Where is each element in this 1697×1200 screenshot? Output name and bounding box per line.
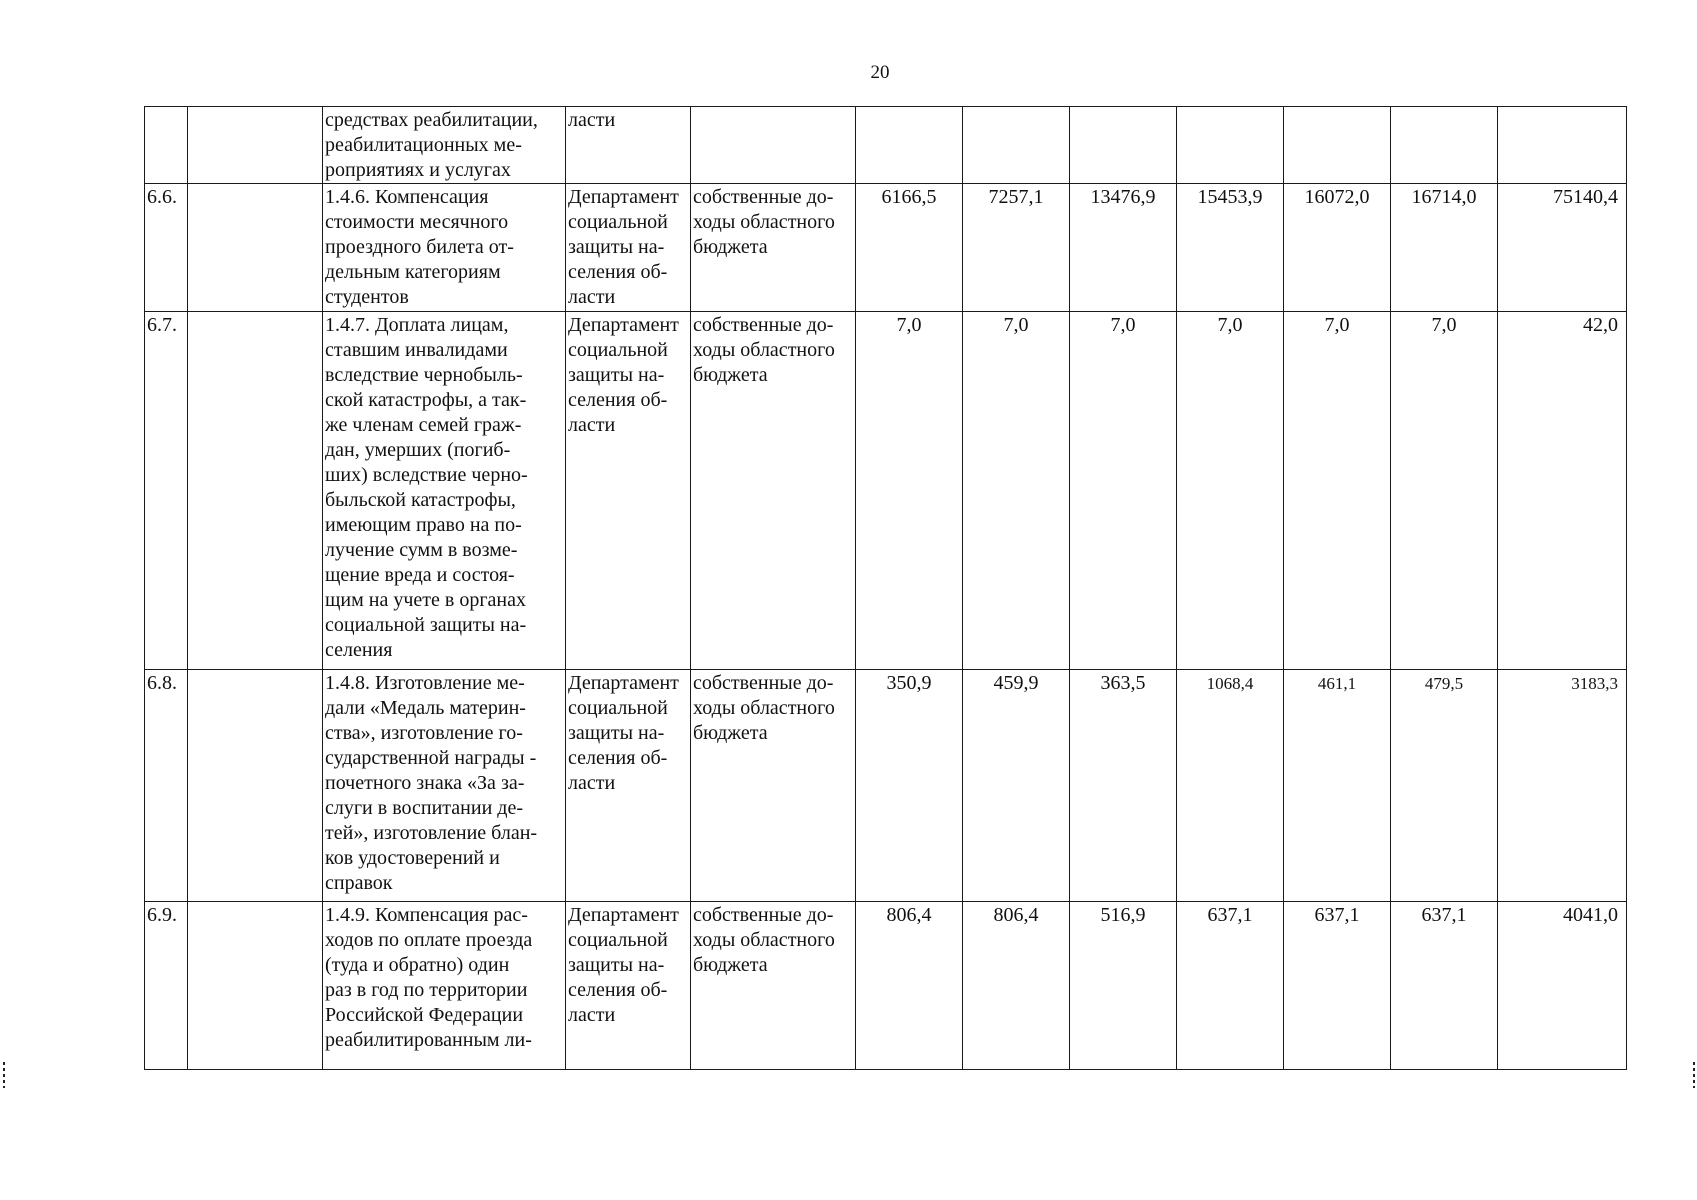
description-cell: 1.4.6. Компенсация стоимости месячного проездного билета от- дельным категориям студентов: [323, 184, 566, 312]
value-cell: 637,1: [1177, 902, 1284, 1070]
empty-cell: [188, 107, 323, 184]
table-row: [145, 312, 1627, 670]
table-row: [145, 670, 1627, 902]
value-cell: 7,0: [1177, 312, 1284, 670]
executor-cell: Департамент социальной защиты на- селения об- ласти: [566, 902, 691, 1070]
executor-cell: ласти: [566, 107, 691, 184]
scan-mark-right: [1693, 1062, 1695, 1088]
value-cell: 7,0: [963, 312, 1070, 670]
description-cell: 1.4.7. Доплата лицам, ставшим инвалидами вследствие чернобыль- ской катастрофы, а так- же членам семей граж- дан, умерших (погиб- ших) вследствие черно- быльской катастрофы, имеющим право на по- лучение сумм в возме- щение вреда и состоя- щим на учете в органах социальной защиты на- селения: [323, 312, 566, 670]
value-cell: [1177, 107, 1284, 184]
empty-cell: [188, 184, 323, 312]
description-cell: средствах реабилитации, реабилитационных ме- роприятиях и услугах: [323, 107, 566, 184]
empty-cell: [188, 670, 323, 902]
description-cell: 1.4.8. Изготовление ме- дали «Медаль материн- ства», изготовление го- сударственной награды - почетного знака «За за- слуги в воспитании де- тей», изготовление блан- ков удостоверений и справок: [323, 670, 566, 902]
executor-cell: Департамент социальной защиты на- селения об- ласти: [566, 184, 691, 312]
value-cell: 4041,0: [1498, 902, 1627, 1070]
value-cell: 363,5: [1070, 670, 1177, 902]
value-cell: [1391, 107, 1498, 184]
value-cell: 16072,0: [1284, 184, 1391, 312]
scan-mark-left: [3, 1062, 5, 1088]
value-cell: 42,0: [1498, 312, 1627, 670]
value-cell: 13476,9: [1070, 184, 1177, 312]
funding-source-cell: собственные до- ходы областного бюджета: [691, 670, 856, 902]
value-cell: [1498, 107, 1627, 184]
value-cell: [1070, 107, 1177, 184]
empty-cell: [188, 902, 323, 1070]
value-cell: 3183,3: [1498, 670, 1627, 902]
value-cell: 459,9: [963, 670, 1070, 902]
value-cell: 461,1: [1284, 670, 1391, 902]
funding-source-cell: собственные до- ходы областного бюджета: [691, 902, 856, 1070]
value-cell: 15453,9: [1177, 184, 1284, 312]
executor-cell: Департамент социальной защиты на- селения об- ласти: [566, 312, 691, 670]
value-cell: 350,9: [856, 670, 963, 902]
value-cell: 16714,0: [1391, 184, 1498, 312]
value-cell: 516,9: [1070, 902, 1177, 1070]
executor-cell: Департамент социальной защиты на- селения об- ласти: [566, 670, 691, 902]
value-cell: 7,0: [1284, 312, 1391, 670]
value-cell: 1068,4: [1177, 670, 1284, 902]
row-number-cell: 6.9.: [145, 902, 188, 1070]
row-number-cell: 6.8.: [145, 670, 188, 902]
value-cell: [963, 107, 1070, 184]
value-cell: 7,0: [1391, 312, 1498, 670]
funding-source-cell: собственные до- ходы областного бюджета: [691, 312, 856, 670]
value-cell: 806,4: [856, 902, 963, 1070]
value-cell: 7,0: [1070, 312, 1177, 670]
value-cell: [856, 107, 963, 184]
value-cell: [1284, 107, 1391, 184]
table-row: [145, 902, 1627, 1070]
value-cell: 7257,1: [963, 184, 1070, 312]
value-cell: 7,0: [856, 312, 963, 670]
funding-source-cell: собственные до- ходы областного бюджета: [691, 184, 856, 312]
row-number-cell: 6.6.: [145, 184, 188, 312]
table-body: [145, 107, 1627, 1070]
page-number: 20: [870, 62, 890, 83]
description-cell: 1.4.9. Компенсация рас- ходов по оплате проезда (туда и обратно) один раз в год по территории Российской Федерации реабилитированным ли-: [323, 902, 566, 1070]
value-cell: 806,4: [963, 902, 1070, 1070]
funding-source-cell: [691, 107, 856, 184]
empty-cell: [188, 312, 323, 670]
table-row: [145, 107, 1627, 184]
value-cell: 637,1: [1284, 902, 1391, 1070]
value-cell: 637,1: [1391, 902, 1498, 1070]
value-cell: 75140,4: [1498, 184, 1627, 312]
row-number-cell: 6.7.: [145, 312, 188, 670]
value-cell: 479,5: [1391, 670, 1498, 902]
table-row: [145, 184, 1627, 312]
budget-table: [144, 106, 1627, 1070]
row-number-cell: [145, 107, 188, 184]
value-cell: 6166,5: [856, 184, 963, 312]
